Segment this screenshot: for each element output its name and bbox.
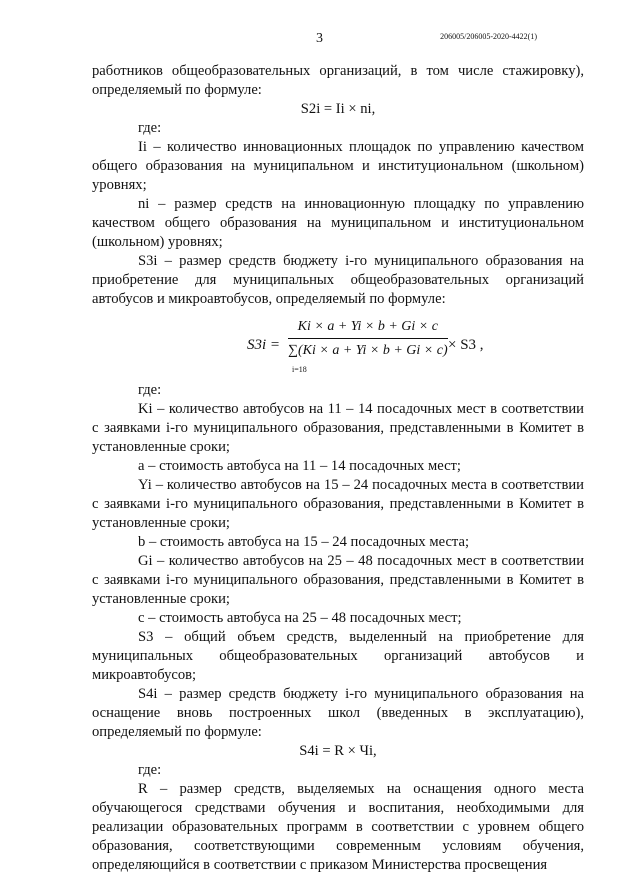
definition-s3i: S3i – размер средств бюджету i-го муниципального образования на приобретение для муниципальных общеобразовательных организаций автобусов и микроавтобусов, определяемый по формуле: — [92, 253, 584, 307]
where-label: где: — [138, 762, 162, 778]
formula-s3-rhs: × S3 , — [448, 337, 484, 353]
paragraph-intro: работников общеобразовательных организаций, в том числе стажировку), определяемый по формуле: — [92, 63, 584, 98]
definition-yi: Yi – количество автобусов на 15 – 24 посадочных места в соответствии с заявками i-го муниципального образования, представленными в Комитет в установленные сроки; — [92, 477, 584, 531]
formula-s3-denominator-text: ∑(Ki × a + Yi × b + Gi × c) — [288, 343, 448, 358]
formula-s3-numerator: Ki × a + Yi × b + Gi × c — [288, 317, 448, 339]
definition-r: R – размер средств, выделяемых на оснащения одного места обучающегося средствами обучения и воспитания, необходимыми для реализации образовательных программ в соответствии с уровнем общего образования, соответствующими современным условиям обучения, определяющийся в соответствии с приказом Министерства просвещения — [92, 781, 584, 873]
formula-s3 — [92, 317, 584, 381]
document-id: 206005/206005-2020-4422(1) — [440, 32, 537, 41]
formula-s3-lhs: S3i = — [247, 337, 281, 353]
definition-b: b – стоимость автобуса на 15 – 24 посадочных места; — [138, 534, 470, 550]
formula-s3-sum-index: i=18 — [292, 365, 307, 374]
formula-s2: S2i = Ii × ni, — [300, 101, 376, 117]
definition-s3: S3 – общий объем средств, выделенный на приобретение для муниципальных общеобразовательных организаций автобусов и микроавтобусов; — [92, 629, 584, 683]
formula-s3-fraction — [288, 317, 448, 374]
document-body — [92, 62, 584, 875]
where-label: где: — [138, 382, 162, 398]
where-label: где: — [138, 120, 162, 136]
definition-ii: Ii – количество инновационных площадок по управлению качеством общего образования на муниципальном и институциональном (школьном) уровнях; — [92, 139, 584, 193]
definition-a: a – стоимость автобуса на 11 – 14 посадочных мест; — [138, 458, 461, 474]
definition-s4i: S4i – размер средств бюджету i-го муниципального образования на оснащение вновь построенных школ (введенных в эксплуатацию), определяемый по формуле: — [92, 686, 584, 740]
formula-s3-denominator — [288, 339, 448, 374]
definition-ki: Ki – количество автобусов на 11 – 14 посадочных мест в соответствии с заявками i-го муниципального образования, представленными в Комитет в установленные сроки; — [92, 401, 584, 455]
formula-s4: S4i = R × Чi, — [299, 743, 377, 759]
page-number: 3 — [316, 31, 323, 46]
definition-gi: Gi – количество автобусов на 25 – 48 посадочных мест в соответствии с заявками i-го муниципального образования, представленными в Комитет в установленные сроки; — [92, 553, 584, 607]
definition-c: c – стоимость автобуса на 25 – 48 посадочных мест; — [138, 610, 462, 626]
definition-ni: ni – размер средств на инновационную площадку по управлению качеством общего образования на муниципальном и институциональном (школьном) уровнях; — [92, 196, 584, 250]
